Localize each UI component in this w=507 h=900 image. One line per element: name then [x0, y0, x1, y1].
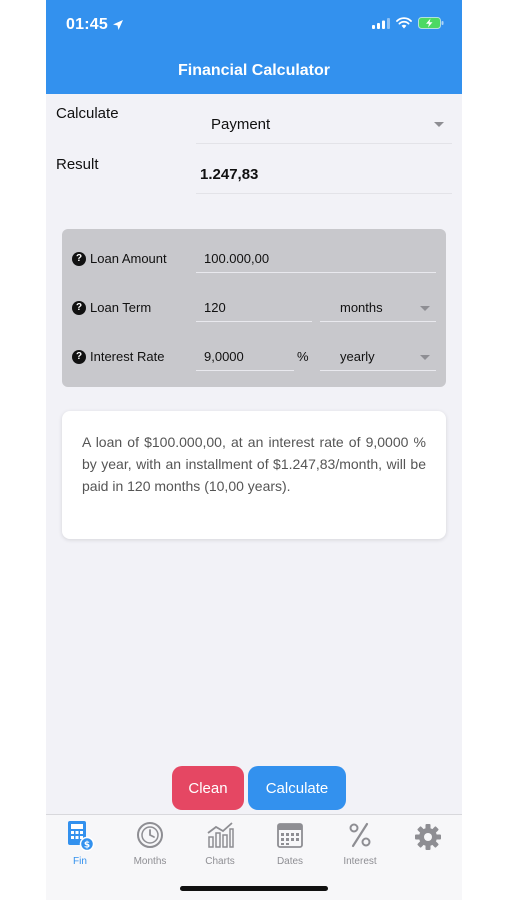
loan-term-label[interactable]: ? Loan Term: [72, 300, 151, 315]
wifi-icon: [396, 17, 412, 29]
interest-rate-unit-select[interactable]: [320, 343, 436, 371]
header: [46, 0, 462, 94]
summary-text: A loan of $100.000,00, at an interest rate of 9,0000 % by year, with an installment of $1.247,83/month, will be paid in 120 months (10,00 years).: [82, 434, 426, 494]
calculate-button[interactable]: Calculate: [248, 766, 346, 810]
tab-settings[interactable]: [398, 819, 458, 856]
calculate-section: [46, 94, 462, 204]
tab-interest[interactable]: Interest: [330, 819, 390, 867]
help-icon[interactable]: ?: [72, 252, 86, 266]
loan-term-input[interactable]: 120: [196, 294, 312, 322]
interest-rate-input[interactable]: 9,0000: [196, 343, 294, 371]
signal-icon: [372, 18, 390, 29]
status-time: 01:45: [66, 16, 124, 34]
result-label: Result: [56, 156, 99, 173]
percent-icon: [345, 819, 375, 851]
clean-button[interactable]: Clean: [172, 766, 244, 810]
chevron-down-icon: [420, 306, 430, 311]
calculator-icon: [65, 819, 95, 851]
home-indicator[interactable]: [180, 886, 328, 891]
help-icon[interactable]: ?: [72, 301, 86, 315]
loan-term-unit-select[interactable]: [320, 294, 436, 322]
percent-symbol: %: [297, 349, 309, 364]
svg-text:$: $: [83, 840, 91, 851]
clock-icon: [135, 819, 165, 851]
loan-inputs-card: [62, 229, 446, 387]
calculate-select[interactable]: [196, 104, 452, 144]
help-icon[interactable]: ?: [72, 350, 86, 364]
calendar-icon: [275, 819, 305, 851]
page-title: Financial Calculator: [177, 62, 331, 79]
interest-rate-label[interactable]: ? Interest Rate: [72, 349, 164, 364]
gear-icon: [413, 819, 443, 851]
battery-charging-icon: [418, 17, 444, 29]
tab-months[interactable]: Months: [120, 819, 180, 867]
loan-amount-input[interactable]: 100.000,00: [196, 245, 436, 273]
result-field: [196, 154, 452, 194]
status-icons: [372, 17, 444, 29]
tab-dates[interactable]: Dates: [260, 819, 320, 867]
calculate-select-value: Payment: [211, 116, 271, 133]
interest-rate-unit-value: yearly: [340, 349, 375, 364]
tab-charts[interactable]: Charts: [190, 819, 250, 867]
summary-card: [62, 411, 446, 539]
tab-fin[interactable]: $ Fin: [50, 819, 110, 867]
chevron-down-icon: [434, 122, 444, 127]
chart-icon: [205, 819, 235, 851]
loan-term-unit-value: months: [340, 300, 383, 315]
chevron-down-icon: [420, 355, 430, 360]
location-arrow-icon: [112, 19, 124, 31]
calculate-label: Calculate: [56, 105, 119, 122]
loan-amount-label[interactable]: ? Loan Amount: [72, 251, 167, 266]
app-screen: [46, 0, 462, 900]
result-value: 1.247,83: [200, 166, 259, 183]
